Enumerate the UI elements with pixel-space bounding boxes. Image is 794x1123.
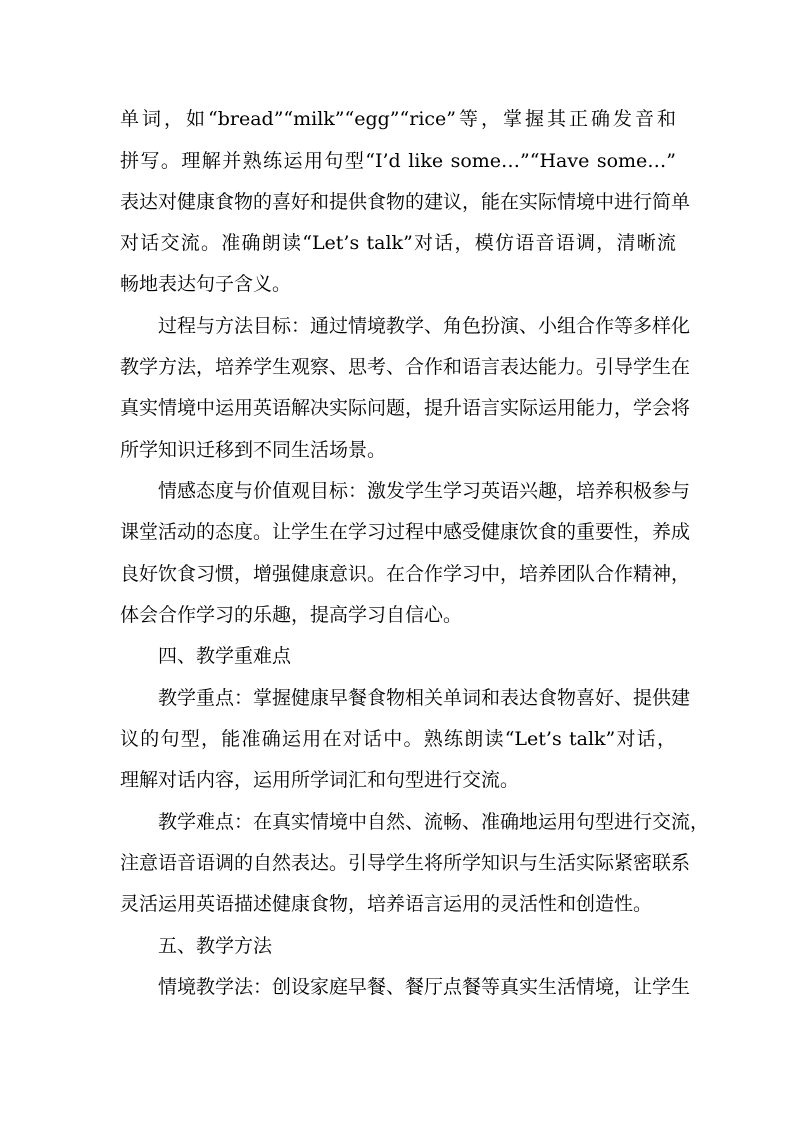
paragraph-start-line: 情感态度与价值观目标：激发学生学习英语兴趣，培养积极参与 [158, 480, 691, 502]
paragraph-start-line: 情境教学法：创设家庭早餐、餐厅点餐等真实生活情境，让学生 [158, 976, 691, 998]
text-line: 单词，如“bread”“milk”“egg”“rice”等，掌握其正确发音和 [120, 108, 676, 130]
paragraph-start-line: 过程与方法目标：通过情境教学、角色扮演、小组合作等多样化 [158, 315, 691, 337]
section-heading: 五、教学方法 [158, 935, 273, 957]
section-heading: 四、教学重难点 [158, 645, 292, 667]
text-line: 教学方法，培养学生观察、思考、合作和语言表达能力。引导学生在 [120, 356, 691, 378]
paragraph-start-line: 教学重点：掌握健康早餐食物相关单词和表达食物喜好、提供建 [158, 687, 691, 709]
text-line: 课堂活动的态度。让学生在学习过程中感受健康饮食的重要性，养成 [120, 521, 691, 543]
text-line: 真实情境中运用英语解决实际问题，提升语言实际运用能力，学会将 [120, 397, 691, 419]
text-line: 所学知识迁移到不同生活场景。 [120, 439, 387, 461]
text-line: 注意语音语调的自然表达。引导学生将所学知识与生活实际紧密联系 [120, 852, 691, 874]
text-line: 体会合作学习的乐趣，提高学习自信心。 [120, 604, 463, 626]
text-line: 拼写。理解并熟练运用句型“I’d like some…”“Have some…” [120, 150, 676, 172]
text-line: 灵活运用英语描述健康食物，培养语言运用的灵活性和创造性。 [120, 893, 653, 915]
text-line: 对话交流。准确朗读“Let’s talk”对话，模仿语音语调，清晰流 [120, 232, 676, 254]
text-line: 理解对话内容，运用所学词汇和句型进行交流。 [120, 769, 520, 791]
text-line: 畅地表达句子含义。 [120, 273, 292, 295]
text-line: 良好饮食习惯，增强健康意识。在合作学习中，培养团队合作精神， [120, 563, 691, 585]
text-line: 表达对健康食物的喜好和提供食物的建议，能在实际情境中进行简单 [120, 191, 691, 213]
paragraph-start-line: 教学难点：在真实情境中自然、流畅、准确地运用句型进行交流， [158, 811, 710, 833]
text-line: 议的句型，能准确运用在对话中。熟练朗读“Let’s talk”对话， [120, 728, 676, 750]
